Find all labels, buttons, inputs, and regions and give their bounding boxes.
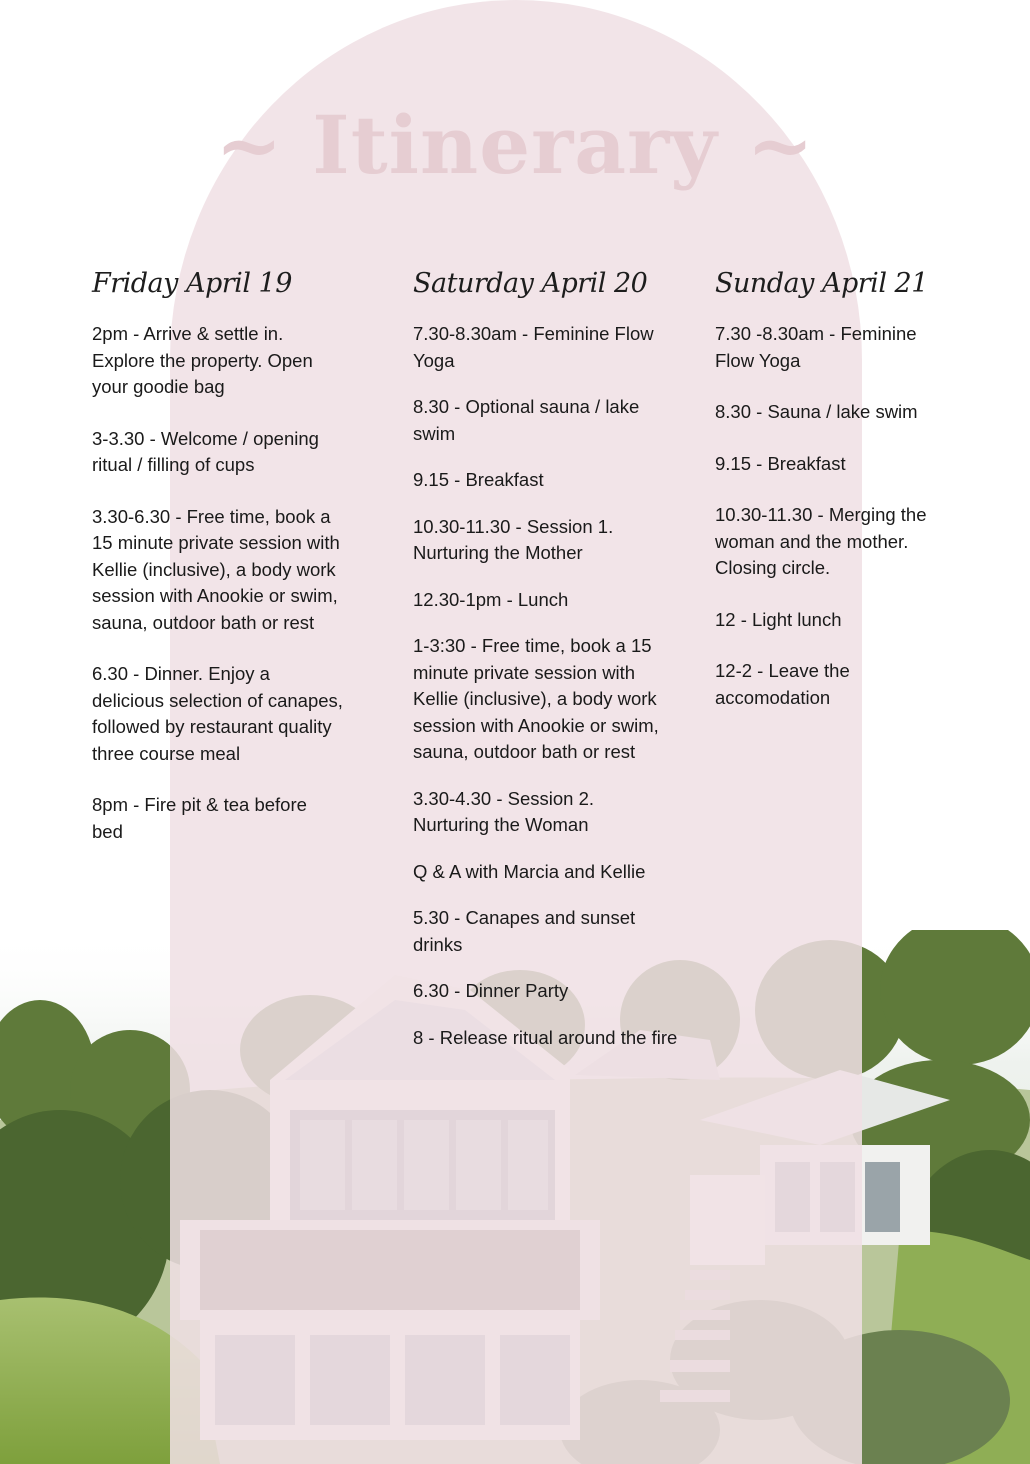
schedule-entry: 2pm - Arrive & settle in. Explore the property. Open your goodie bag: [92, 323, 313, 397]
schedule-entry: 3-3.30 - Welcome / opening ritual / filling of cups: [92, 427, 319, 475]
schedule-entry: 3.30-6.30 - Free time, book a 15 minute private session with Kellie (inclusive), a body work session with Anookie or swim, sauna, outdoor bath or rest: [92, 505, 340, 633]
schedule-entry: 8.30 - Optional sauna / lake swim: [413, 396, 640, 444]
schedule-entry: 3.30-4.30 - Session 2. Nurturing the Woman: [413, 787, 594, 835]
schedule-entry: 8.30 - Sauna / lake swim: [715, 401, 918, 422]
day-heading: Saturday April 20: [413, 268, 648, 299]
page-title: ~ Itinerary ~: [215, 98, 815, 192]
day-column-sunday: [715, 268, 965, 736]
schedule-entry: 6.30 - Dinner Party: [413, 980, 569, 1001]
schedule-entry: 9.15 - Breakfast: [413, 469, 544, 490]
schedule-entry: 8pm - Fire pit & tea before bed: [92, 794, 307, 842]
schedule-entry: 1-3:30 - Free time, book a 15 minute private session with Kellie (inclusive), a body work session with Anookie or swim, sauna, outdoor bath or rest: [413, 635, 659, 762]
day-heading: Friday April 19: [92, 268, 292, 299]
schedule-entry: 5.30 - Canapes and sunset drinks: [413, 907, 636, 955]
day-column-saturday: [413, 268, 685, 1071]
schedule-entry: 12 - Light lunch: [715, 608, 842, 630]
schedule-entry: 12-2 - Leave the accomodation: [715, 660, 850, 708]
schedule-entry: 12.30-1pm - Lunch: [413, 588, 569, 610]
schedule-entry: 9.15 - Breakfast: [715, 452, 846, 474]
schedule-entry: 6.30 - Dinner. Enjoy a delicious selection of canapes, followed by restaurant quality three course meal: [92, 663, 343, 764]
schedule-entry: Q & A with Marcia and Kellie: [413, 860, 646, 882]
schedule-entry: 10.30-11.30 - Session 1. Nurturing the Mother: [413, 515, 614, 563]
schedule-entry: 8 - Release ritual around the fire: [413, 1026, 678, 1048]
day-column-friday: [92, 268, 362, 870]
schedule-entry: 7.30-8.30am - Feminine Flow Yoga: [413, 323, 654, 371]
schedule-entry: 7.30 -8.30am - Feminine Flow Yoga: [715, 323, 917, 371]
schedule-entry: 10.30-11.30 - Merging the woman and the mother. Closing circle.: [715, 504, 927, 578]
day-heading: Sunday April 21: [715, 268, 928, 299]
